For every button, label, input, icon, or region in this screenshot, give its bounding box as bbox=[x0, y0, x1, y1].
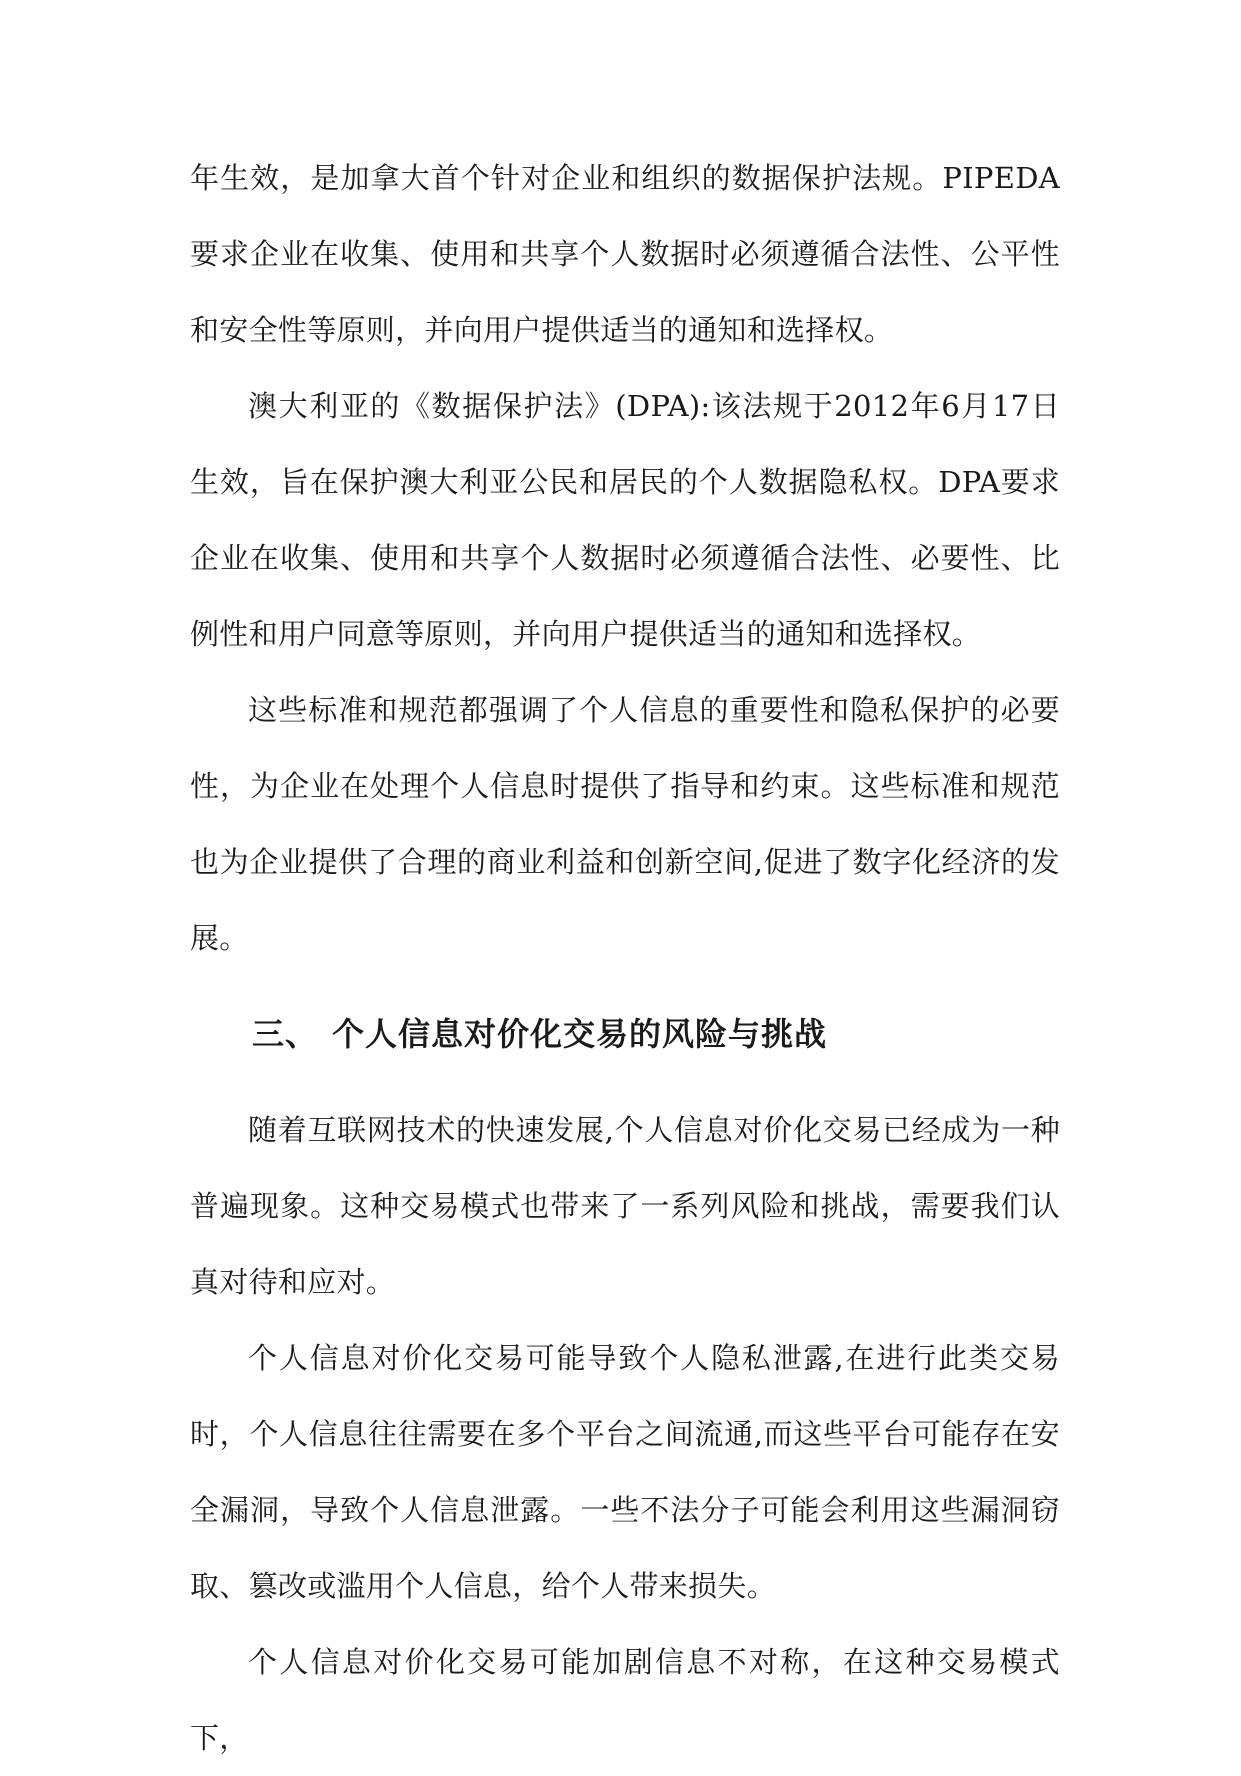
paragraph-information-asymmetry: 个人信息对价化交易可能加剧信息不对称，在这种交易模式下， bbox=[190, 1645, 1060, 1755]
paragraph-australia-dpa: 澳大利亚的《数据保护法》(DPA):该法规于2012年6月17日生效，旨在保护澳大利亚公民和居民的个人数据隐私权。DPA要求企业在收集、使用和共享个人数据时必须遵循合法性、必要性、比例性和用户同意等原则，并向用户提供适当的通知和选择权。 bbox=[190, 389, 1060, 651]
section-title: 个人信息对价化交易的风险与挑战 bbox=[332, 1015, 828, 1053]
section-number: 三、 bbox=[252, 1015, 319, 1053]
paragraph-pipeda: 年生效，是加拿大首个针对企业和组织的数据保护法规。PIPEDA要求企业在收集、使用和共享个人数据时必须遵循合法性、公平性和安全性等原则，并向用户提供适当的通知和选择权。 bbox=[190, 161, 1060, 347]
paragraph-internet-development: 随着互联网技术的快速发展,个人信息对价化交易已经成为一种普遍现象。这种交易模式也带来了一系列风险和挑战，需要我们认真对待和应对。 bbox=[190, 1113, 1060, 1299]
paragraph-privacy-leak: 个人信息对价化交易可能导致个人隐私泄露,在进行此类交易时，个人信息往往需要在多个平台之间流通,而这些平台可能存在安全漏洞，导致个人信息泄露。一些不法分子可能会利用这些漏洞窃取、篡改或滥用个人信息，给个人带来损失。 bbox=[190, 1341, 1060, 1603]
paragraph-standards-summary: 这些标准和规范都强调了个人信息的重要性和隐私保护的必要性，为企业在处理个人信息时提供了指导和约束。这些标准和规范也为企业提供了合理的商业利益和创新空间,促进了数字化经济的发展。 bbox=[190, 693, 1060, 955]
document-body bbox=[190, 140, 1060, 1776]
section-heading bbox=[190, 1004, 1060, 1064]
